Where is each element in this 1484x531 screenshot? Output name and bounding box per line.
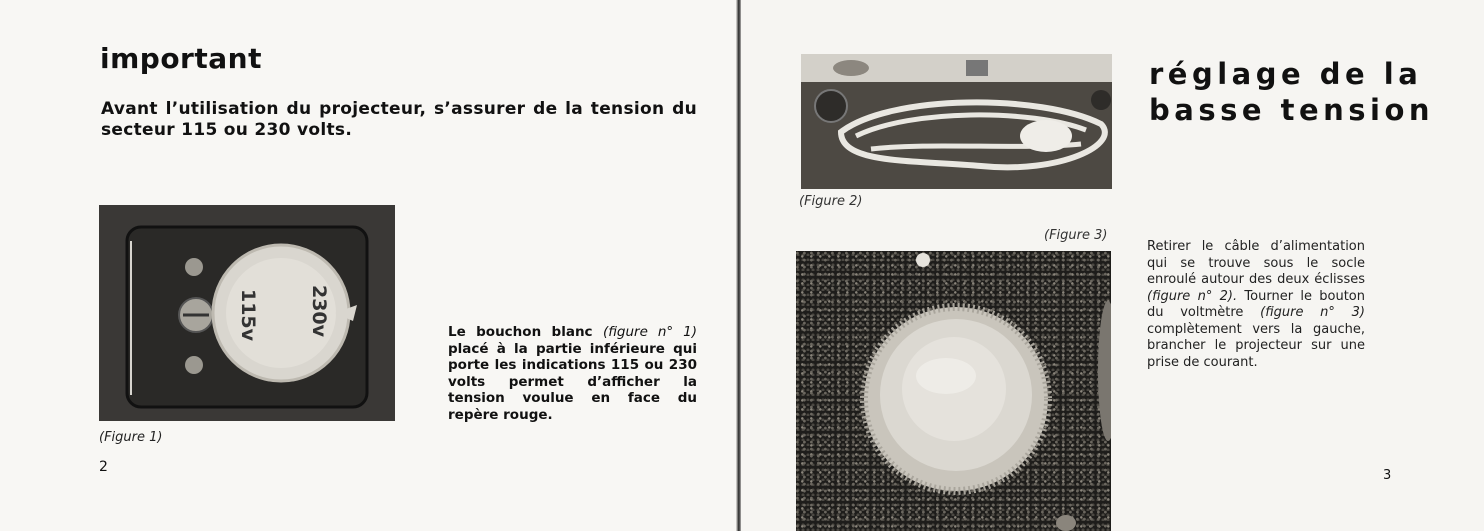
description-text-1: Le bouchon blanc [448, 324, 603, 340]
description-text-2: placé à la partie inférieure qui porte les indications 115 ou 230 volts permet d’afficher la tension voulue en face du repère rouge. [448, 340, 697, 423]
page-number-right: 3 [1383, 468, 1392, 483]
figure-1-label-230: 230v [308, 284, 330, 338]
figure-2-caption: (Figure 2) [799, 194, 863, 209]
title-line-2: basse tension [1149, 93, 1435, 127]
figure-1-description [448, 324, 697, 423]
left-page [0, 0, 740, 531]
figure-1-reference: (figure n° 1) [602, 324, 697, 340]
title-line-1: réglage de la [1149, 57, 1423, 91]
page-number-left: 2 [99, 459, 108, 475]
figure-1-caption: (Figure 1) [99, 430, 163, 445]
figure-2-reference: (figure n° 2). [1147, 288, 1238, 304]
figure-3-reference: (figure n° 3) [1260, 305, 1365, 320]
voltage-selector-image [99, 205, 395, 421]
instructions-text-2: Tourner le bouton du voltmètre [1147, 288, 1365, 320]
power-cable-image [801, 54, 1112, 189]
figure-1-photo [99, 205, 395, 421]
figure-1-label-115: 115v [237, 288, 259, 342]
page-title-reglage [1149, 56, 1434, 128]
voltmeter-knob-image [796, 251, 1111, 531]
figure-3-caption: (Figure 3) [1044, 228, 1108, 243]
page-title-important: important [100, 42, 262, 75]
instructions-text-1: Retirer le câble d’alimentation qui se trouve sous le socle enroulé autour des deux éclisses [1147, 239, 1365, 287]
instructions-text-3: complètement vers la gauche, brancher le projecteur sur une prise de courant. [1147, 321, 1365, 370]
intro-paragraph: Avant l’utilisation du projecteur, s’assurer de la tension du secteur 115 ou 230 volts. [101, 99, 697, 140]
instructions-paragraph [1147, 239, 1365, 371]
right-page [741, 0, 1484, 531]
figure-2-photo [801, 54, 1112, 189]
figure-3-photo [796, 251, 1111, 531]
